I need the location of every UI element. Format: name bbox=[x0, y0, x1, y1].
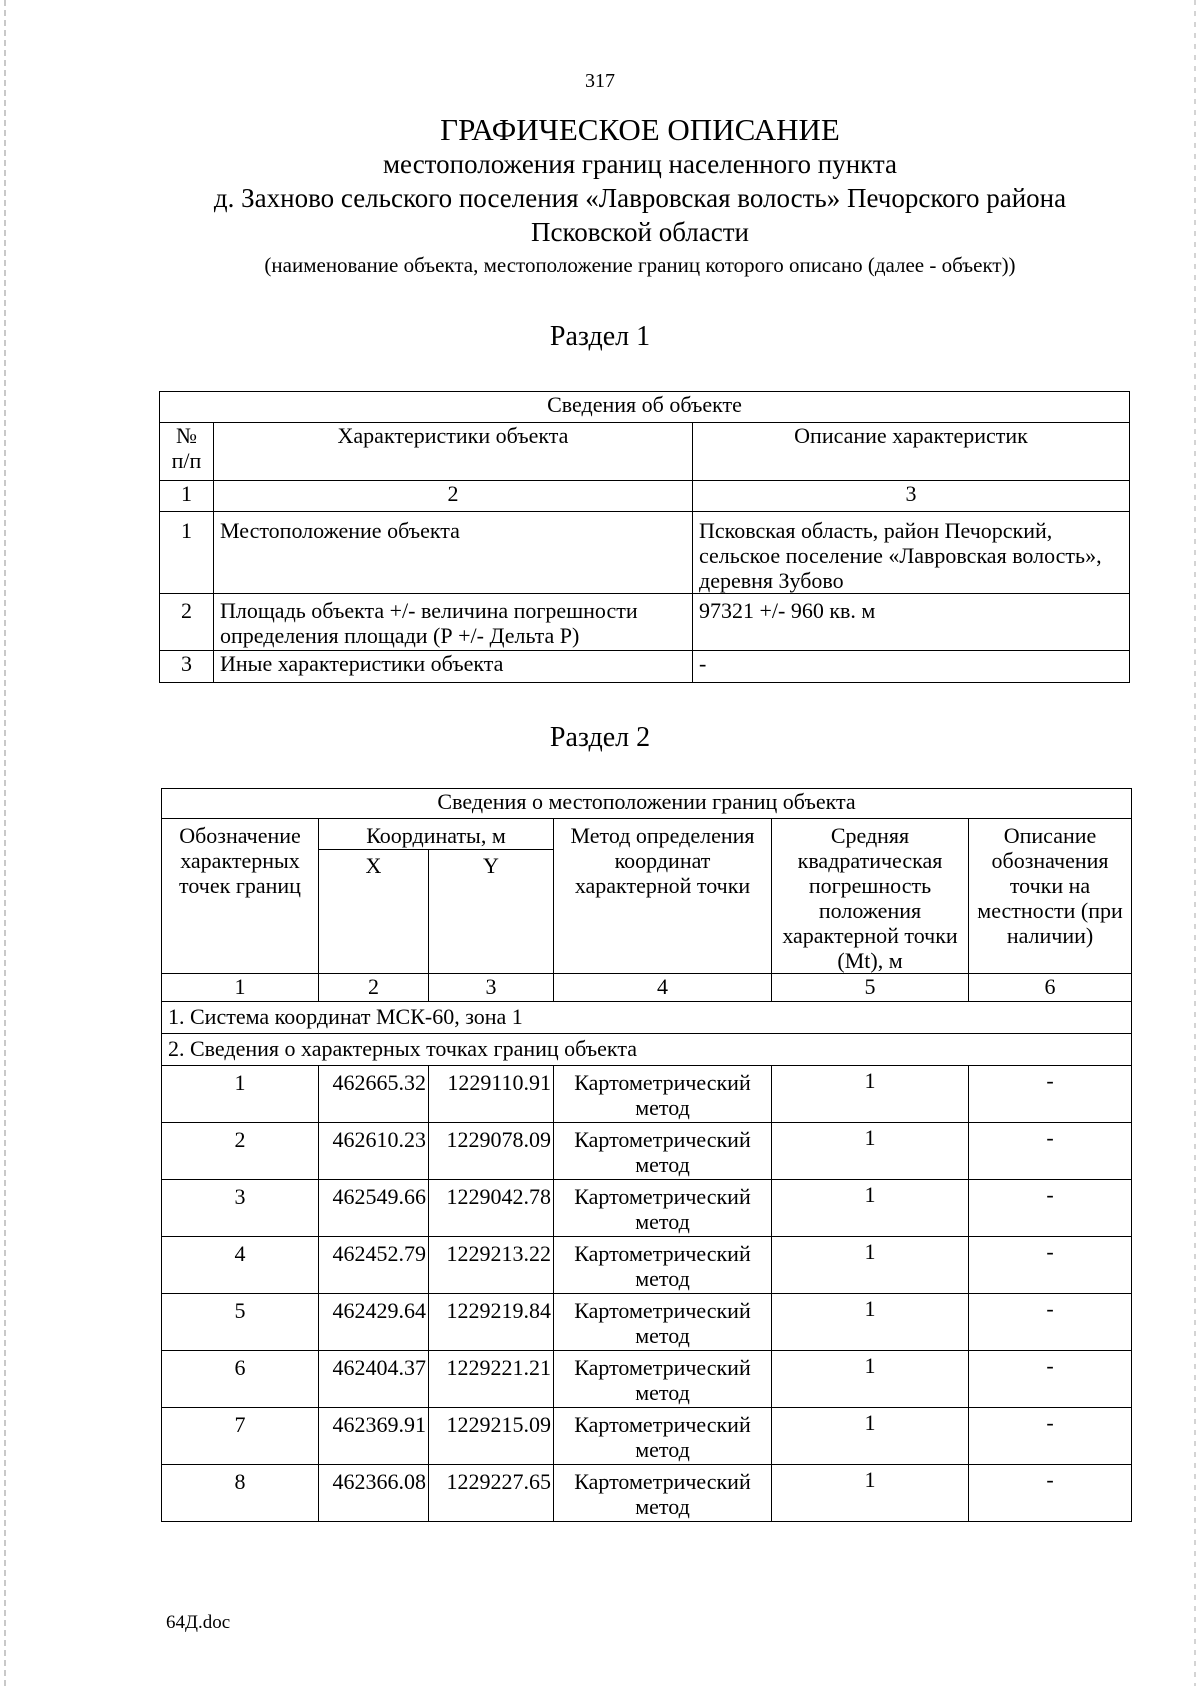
table-row bbox=[162, 1351, 1132, 1408]
title-line-3: д. Захново сельского поселения «Лавровская волость» Печорского района bbox=[213, 183, 1067, 213]
table-row bbox=[162, 1066, 1132, 1123]
y-coordinate: 1229227.65 bbox=[429, 1465, 554, 1522]
scan-edge-left bbox=[4, 0, 6, 1686]
header-cell: Характеристики объекта bbox=[214, 423, 693, 481]
row-number: 1 bbox=[160, 512, 214, 594]
characteristic-cell: Площадь объекта +/- величина погрешности определения площади (Р +/- Дельта Р) bbox=[214, 594, 693, 651]
error-cell: 1 bbox=[772, 1180, 969, 1237]
point-description: - bbox=[969, 1180, 1132, 1237]
point-description: - bbox=[969, 1351, 1132, 1408]
error-cell: 1 bbox=[772, 1351, 969, 1408]
point-number: 5 bbox=[162, 1294, 319, 1351]
error-cell: 1 bbox=[772, 1294, 969, 1351]
point-description: - bbox=[969, 1237, 1132, 1294]
y-coordinate: 1229219.84 bbox=[429, 1294, 554, 1351]
object-info-table-title: Сведения об объекте bbox=[160, 392, 1130, 423]
header-point-designation: Обозначение характерных точек границ bbox=[162, 819, 319, 974]
column-number-cell: 1 bbox=[160, 481, 214, 512]
point-description: - bbox=[969, 1408, 1132, 1465]
boundary-points-table bbox=[161, 788, 1132, 1522]
point-number: 8 bbox=[162, 1465, 319, 1522]
table-row bbox=[162, 1294, 1132, 1351]
point-description: - bbox=[969, 1465, 1132, 1522]
points-section-row: 2. Сведения о характерных точках границ объекта bbox=[162, 1034, 1132, 1066]
y-coordinate: 1229213.22 bbox=[429, 1237, 554, 1294]
y-coordinate: 1229078.09 bbox=[429, 1123, 554, 1180]
document-title: ГРАФИЧЕСКОЕ ОПИСАНИЕ bbox=[440, 112, 840, 147]
method-cell: Картометрический метод bbox=[554, 1180, 772, 1237]
boundary-table-title: Сведения о местоположении границ объекта bbox=[162, 789, 1132, 819]
description-cell: - bbox=[693, 651, 1130, 683]
point-number: 1 bbox=[162, 1066, 319, 1123]
header-cell: Описание характеристик bbox=[693, 423, 1130, 481]
y-coordinate: 1229215.09 bbox=[429, 1408, 554, 1465]
page-number: 317 bbox=[585, 70, 615, 92]
title-caption: (наименование объекта, местоположение границ которого описано (далее - объект)) bbox=[264, 253, 1016, 277]
header-description: Описание обозначения точки на местности (при наличии) bbox=[969, 819, 1132, 974]
point-description: - bbox=[969, 1294, 1132, 1351]
x-coordinate: 462369.91 bbox=[319, 1408, 429, 1465]
method-cell: Картометрический метод bbox=[554, 1294, 772, 1351]
x-coordinate: 462429.64 bbox=[319, 1294, 429, 1351]
point-description: - bbox=[969, 1123, 1132, 1180]
point-number: 6 bbox=[162, 1351, 319, 1408]
table-row bbox=[162, 1180, 1132, 1237]
column-number-cell: 5 bbox=[772, 974, 969, 1002]
column-number-cell: 6 bbox=[969, 974, 1132, 1002]
column-number-cell: 3 bbox=[429, 974, 554, 1002]
header-cell: № п/п bbox=[160, 423, 214, 481]
header-error: Средняя квадратическая погрешность положения характерной точки (Mt), м bbox=[772, 819, 969, 974]
point-number: 7 bbox=[162, 1408, 319, 1465]
title-block bbox=[140, 113, 1140, 279]
method-cell: Картометрический метод bbox=[554, 1465, 772, 1522]
method-cell: Картометрический метод bbox=[554, 1237, 772, 1294]
y-coordinate: 1229221.21 bbox=[429, 1351, 554, 1408]
table-row bbox=[162, 1465, 1132, 1522]
section-1-heading: Раздел 1 bbox=[549, 321, 651, 352]
x-coordinate: 462610.23 bbox=[319, 1123, 429, 1180]
method-cell: Картометрический метод bbox=[554, 1351, 772, 1408]
column-number-cell: 1 bbox=[162, 974, 319, 1002]
y-coordinate: 1229042.78 bbox=[429, 1180, 554, 1237]
title-line-2: местоположения границ населенного пункта bbox=[382, 149, 898, 179]
row-number: 3 bbox=[160, 651, 214, 683]
table-row bbox=[160, 594, 1130, 651]
description-cell: Псковская область, район Печорский, сельское поселение «Лавровская волость», деревня Зубово bbox=[693, 512, 1130, 594]
table-row bbox=[160, 512, 1130, 594]
object-info-table bbox=[159, 391, 1130, 683]
point-number: 3 bbox=[162, 1180, 319, 1237]
method-cell: Картометрический метод bbox=[554, 1066, 772, 1123]
table-row bbox=[162, 1123, 1132, 1180]
table-row bbox=[160, 651, 1130, 683]
column-number-cell: 2 bbox=[214, 481, 693, 512]
table-row bbox=[162, 1237, 1132, 1294]
point-number: 4 bbox=[162, 1237, 319, 1294]
x-coordinate: 462452.79 bbox=[319, 1237, 429, 1294]
table-row bbox=[162, 1408, 1132, 1465]
characteristic-cell: Местоположение объекта bbox=[214, 512, 693, 594]
method-cell: Картометрический метод bbox=[554, 1408, 772, 1465]
error-cell: 1 bbox=[772, 1237, 969, 1294]
method-cell: Картометрический метод bbox=[554, 1123, 772, 1180]
scan-edge-right bbox=[1194, 0, 1196, 1686]
error-cell: 1 bbox=[772, 1123, 969, 1180]
x-coordinate: 462665.32 bbox=[319, 1066, 429, 1123]
title-line-4: Псковской области bbox=[530, 217, 749, 247]
footer-filename: 64Д.doc bbox=[166, 1612, 231, 1633]
column-number-cell: 4 bbox=[554, 974, 772, 1002]
description-cell: 97321 +/- 960 кв. м bbox=[693, 594, 1130, 651]
column-number-cell: 3 bbox=[693, 481, 1130, 512]
x-coordinate: 462549.66 bbox=[319, 1180, 429, 1237]
header-y: Y bbox=[429, 849, 554, 973]
error-cell: 1 bbox=[772, 1465, 969, 1522]
column-number-cell: 2 bbox=[319, 974, 429, 1002]
x-coordinate: 462404.37 bbox=[319, 1351, 429, 1408]
coordinate-system-row: 1. Система координат МСК-60, зона 1 bbox=[162, 1002, 1132, 1034]
x-coordinate: 462366.08 bbox=[319, 1465, 429, 1522]
header-coordinates: Координаты, м bbox=[319, 819, 554, 850]
section-2-heading: Раздел 2 bbox=[549, 722, 651, 753]
error-cell: 1 bbox=[772, 1408, 969, 1465]
header-x: X bbox=[319, 849, 429, 973]
error-cell: 1 bbox=[772, 1066, 969, 1123]
header-method: Метод определения координат характерной точки bbox=[554, 819, 772, 974]
characteristic-cell: Иные характеристики объекта bbox=[214, 651, 693, 683]
point-number: 2 bbox=[162, 1123, 319, 1180]
row-number: 2 bbox=[160, 594, 214, 651]
point-description: - bbox=[969, 1066, 1132, 1123]
y-coordinate: 1229110.91 bbox=[429, 1066, 554, 1123]
